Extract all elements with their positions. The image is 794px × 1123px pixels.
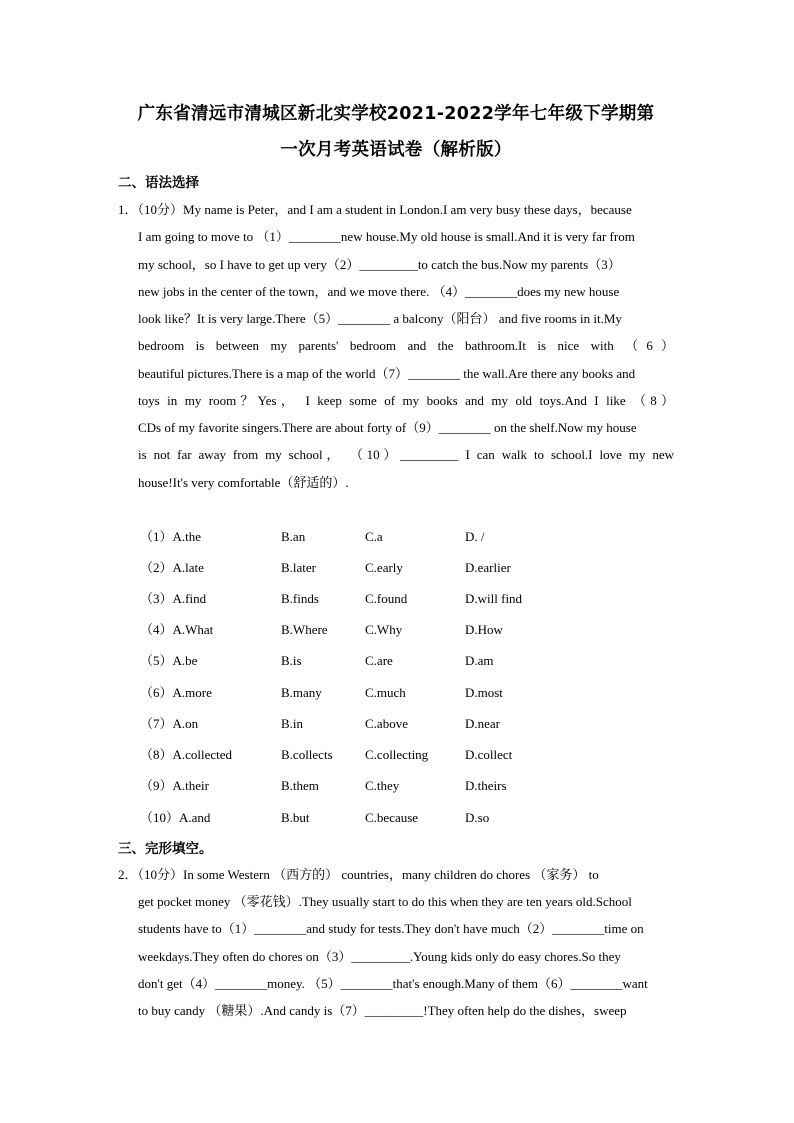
option-a[interactable]: （5）A.be bbox=[140, 653, 198, 668]
option-d[interactable]: D.most bbox=[465, 685, 503, 700]
option-c[interactable]: C.early bbox=[365, 560, 403, 575]
question-2-number: 2． bbox=[118, 867, 138, 882]
option-a[interactable]: （6）A.more bbox=[140, 685, 212, 700]
question-2-text: （10分）In some Western （西方的） countries，many children do chores （家务） to bbox=[137, 867, 599, 882]
option-b[interactable]: B.collects bbox=[281, 747, 333, 762]
question-1-line: my school，so I have to get up very（2）_________to catch the bus.Now my parents（3） bbox=[138, 257, 621, 272]
option-c[interactable]: C.a bbox=[365, 529, 383, 544]
option-a[interactable]: （8）A.collected bbox=[140, 747, 233, 762]
question-2-line: weekdays.They often do chores on（3）_________.Young kids only do easy chores.So they bbox=[138, 949, 621, 964]
option-b[interactable]: B.but bbox=[281, 810, 310, 825]
option-d[interactable]: D.collect bbox=[465, 747, 513, 762]
question-2-line bbox=[118, 865, 674, 885]
option-c[interactable]: C.above bbox=[365, 716, 408, 731]
section-heading-grammar: 二、语法选择 bbox=[118, 175, 199, 191]
option-b[interactable]: B.is bbox=[281, 653, 302, 668]
option-d[interactable]: D. / bbox=[465, 529, 485, 544]
page-title-line-1: 广东省清远市清城区新北实学校2021-2022学年七年级下学期第 bbox=[137, 104, 655, 124]
question-1-line: new jobs in the center of the town，and we move there. （4）________does my new house bbox=[138, 284, 620, 299]
question-1-line: bedroom is between my parents' bedroom and the bathroom.It is nice with （6） bbox=[138, 338, 674, 353]
option-a[interactable]: （3）A.find bbox=[140, 591, 207, 606]
option-c[interactable]: C.Why bbox=[365, 622, 403, 637]
option-c[interactable]: C.much bbox=[365, 685, 406, 700]
option-a[interactable]: （10）A.and bbox=[140, 810, 211, 825]
option-a[interactable]: （7）A.on bbox=[140, 716, 199, 731]
option-b[interactable]: B.finds bbox=[281, 591, 319, 606]
option-c[interactable]: C.collecting bbox=[365, 747, 429, 762]
option-c[interactable]: C.because bbox=[365, 810, 419, 825]
option-d[interactable]: D.so bbox=[465, 810, 490, 825]
option-a[interactable]: （2）A.late bbox=[140, 560, 204, 575]
question-1-line: house!It's very comfortable（舒适的）. bbox=[138, 475, 349, 490]
question-1-line bbox=[118, 200, 674, 220]
option-d[interactable]: D.near bbox=[465, 716, 501, 731]
question-1-text: （10分）My name is Peter，and I am a student in London.I am very busy these days，because bbox=[137, 202, 632, 217]
option-c[interactable]: C.they bbox=[365, 778, 400, 793]
option-a[interactable]: （9）A.their bbox=[140, 778, 209, 793]
option-b[interactable]: B.an bbox=[281, 529, 306, 544]
question-1-line: is not far away from my school， （10）_________ I can walk to school.I love my new bbox=[138, 447, 674, 462]
question-1-line: beautiful pictures.There is a map of the world（7）________ the wall.Are there any books and bbox=[138, 366, 636, 381]
question-1-line: I am going to move to （1）________new house.My old house is small.And it is very far from bbox=[138, 229, 635, 244]
question-2-line: don't get（4）________money. （5）________that's enough.Many of them（6）________want bbox=[138, 976, 648, 991]
question-1-number: 1． bbox=[118, 202, 138, 217]
question-1-line: look like？It is very large.There（5）________ a balcony（阳台） and five rooms in it.My bbox=[138, 311, 622, 326]
option-d[interactable]: D.am bbox=[465, 653, 494, 668]
option-d[interactable]: D.will find bbox=[465, 591, 523, 606]
option-a[interactable]: （1）A.the bbox=[140, 529, 202, 544]
question-1-line: toys in my room？Yes， I keep some of my books and my old toys.And I like （8） bbox=[138, 393, 674, 408]
option-b[interactable]: B.in bbox=[281, 716, 304, 731]
option-b[interactable]: B.later bbox=[281, 560, 317, 575]
option-d[interactable]: D.How bbox=[465, 622, 503, 637]
option-a[interactable]: （4）A.What bbox=[140, 622, 214, 637]
option-d[interactable]: D.theirs bbox=[465, 778, 507, 793]
option-b[interactable]: B.them bbox=[281, 778, 319, 793]
option-c[interactable]: C.are bbox=[365, 653, 393, 668]
question-2-line: students have to（1）________and study for tests.They don't have much（2）________time on bbox=[138, 921, 644, 936]
option-b[interactable]: B.many bbox=[281, 685, 322, 700]
option-d[interactable]: D.earlier bbox=[465, 560, 511, 575]
section-heading-cloze: 三、完形填空。 bbox=[118, 841, 213, 857]
question-2-line: get pocket money （零花钱）.They usually start to do this when they are ten years old.School bbox=[138, 894, 632, 909]
page-title-line-2: 一次月考英语试卷（解析版） bbox=[280, 140, 512, 160]
option-b[interactable]: B.Where bbox=[281, 622, 328, 637]
question-2-line: to buy candy （糖果）.And candy is（7）_________!They often help do the dishes，sweep bbox=[138, 1003, 627, 1018]
question-1-line: CDs of my favorite singers.There are about forty of（9）________ on the shelf.Now my house bbox=[138, 420, 637, 435]
option-c[interactable]: C.found bbox=[365, 591, 408, 606]
